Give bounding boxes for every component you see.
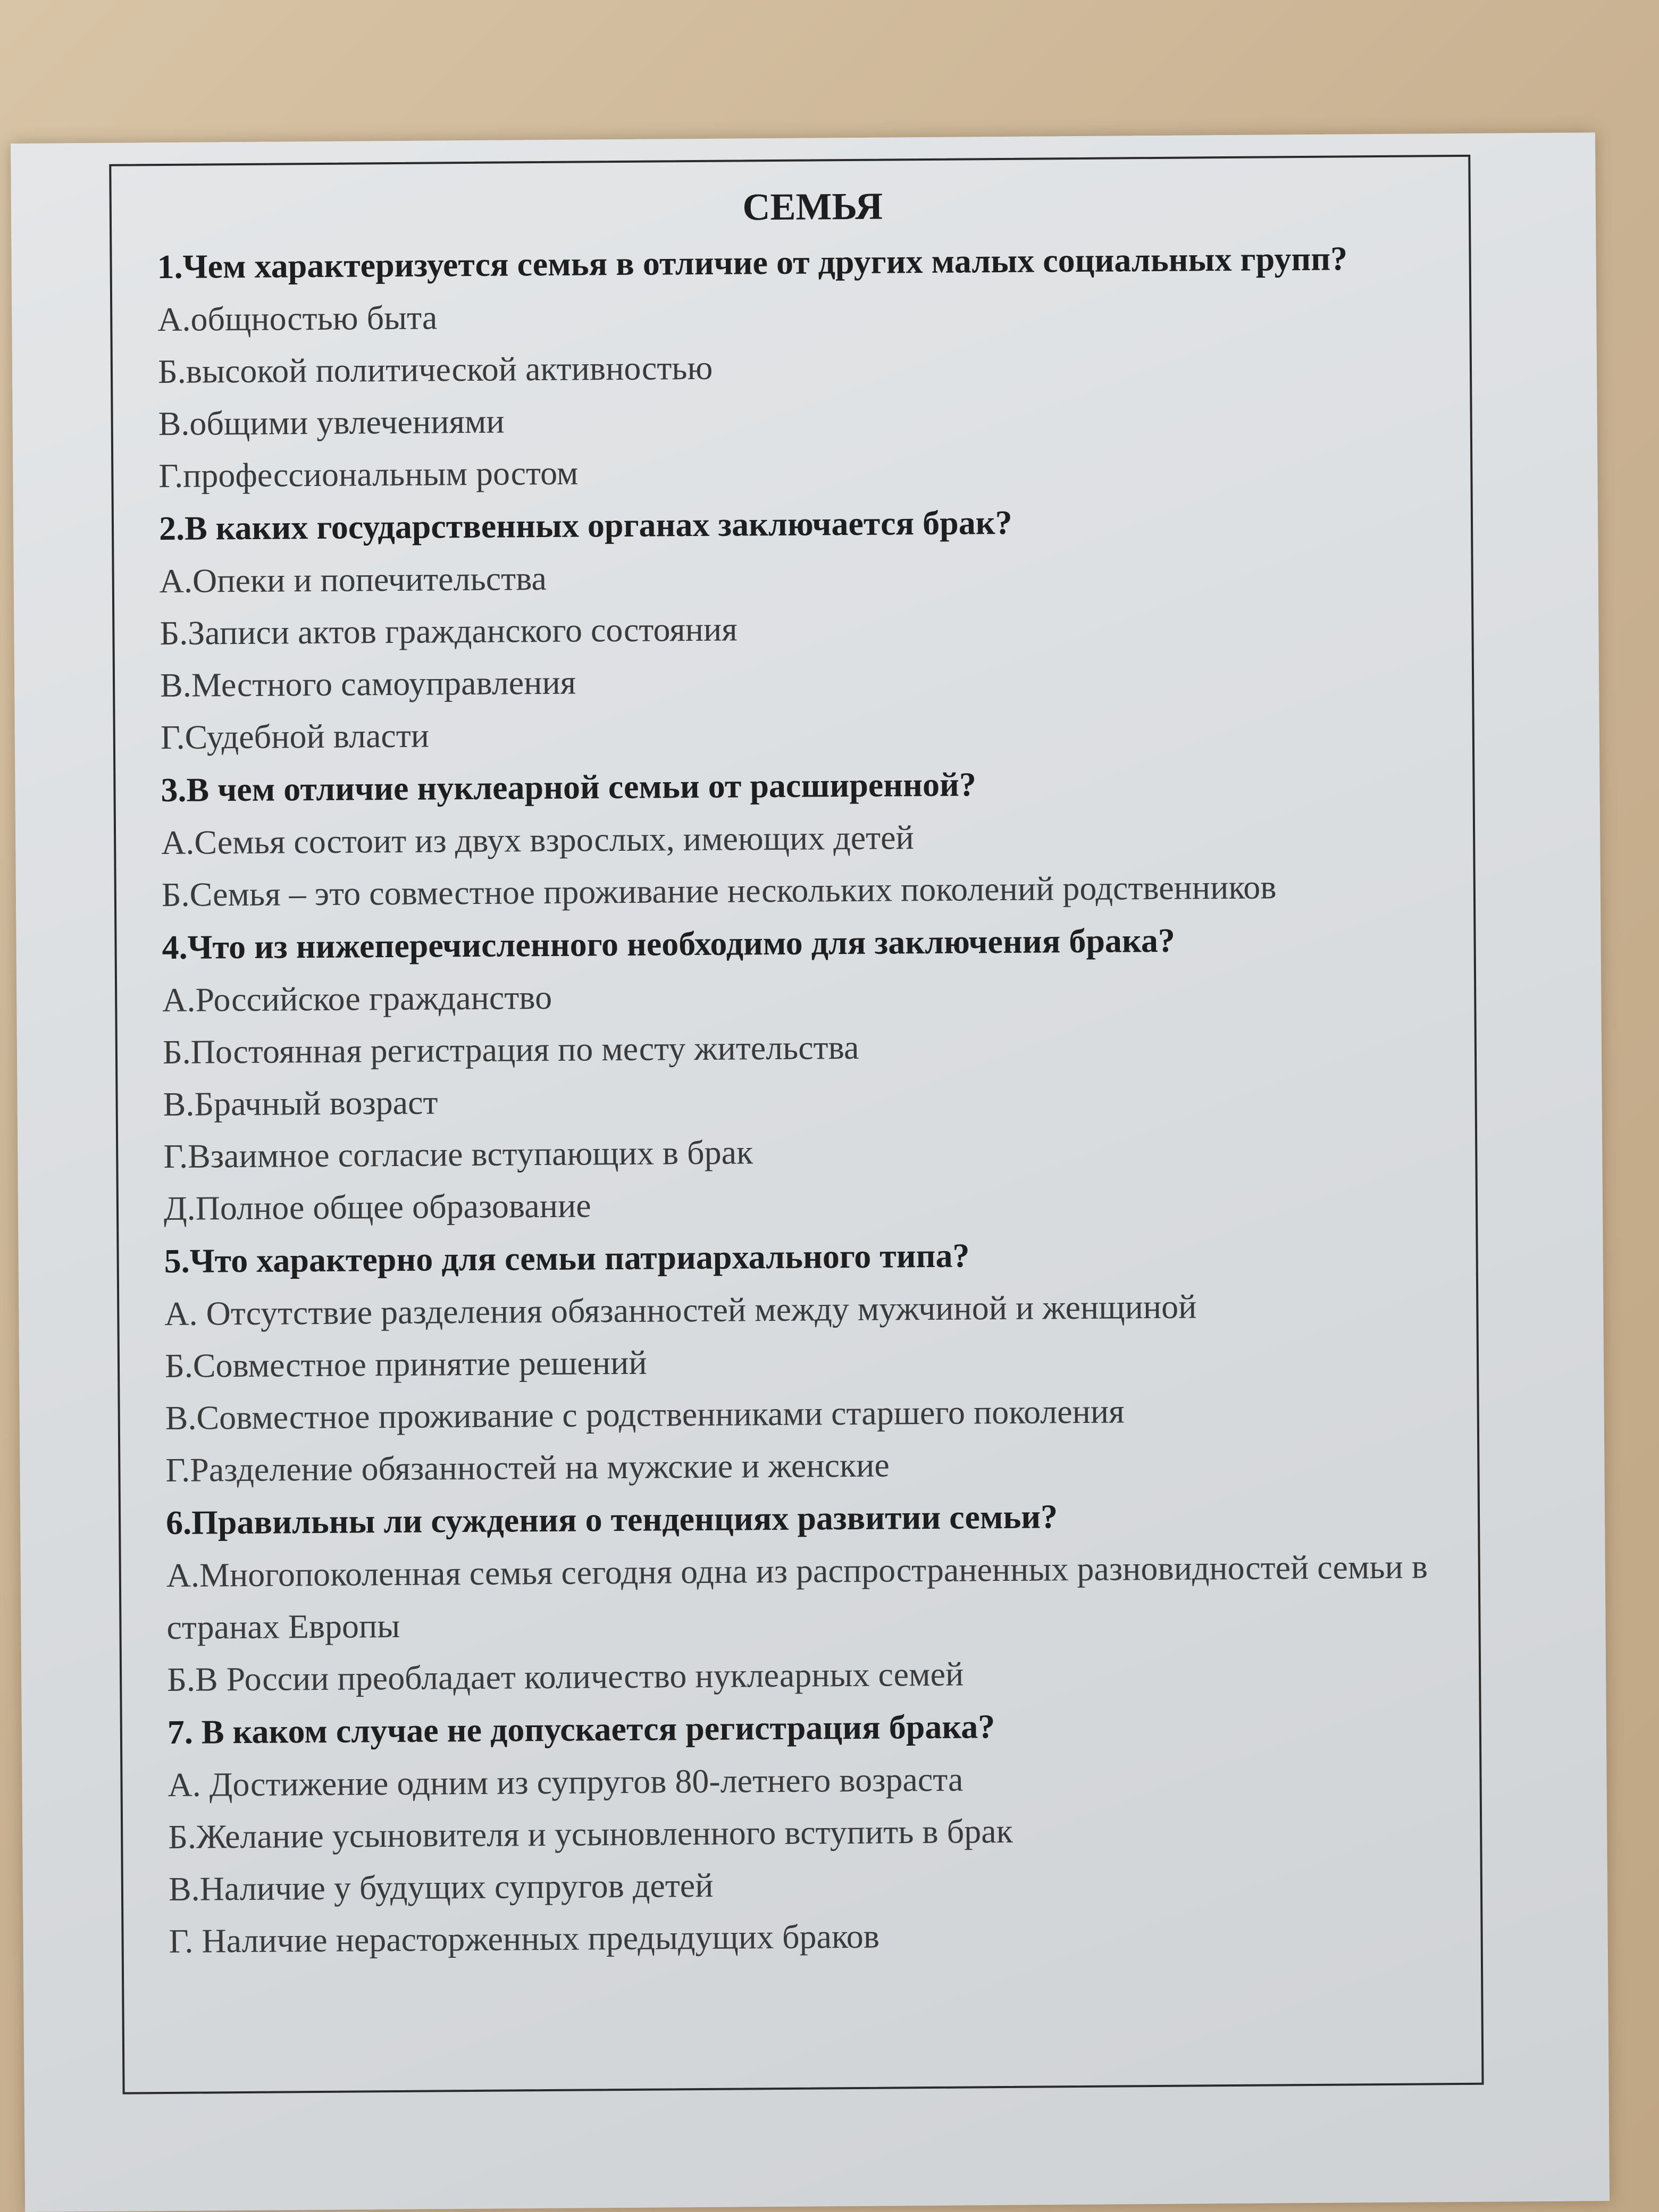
question-4 [162, 912, 1444, 1235]
question-3 [161, 755, 1442, 921]
answer-option: Г.Взаимное согласие вступающих в брак [163, 1133, 753, 1176]
answer-option: Г.Разделение обязанностей на мужские и женские [165, 1446, 890, 1489]
answer-option: Б.Постоянная регистрация по месту жительства [162, 1028, 859, 1071]
question-heading: 5.Что характерно для семьи патриархального типа? [164, 1236, 970, 1280]
answer-option: В.общими увлечениями [158, 402, 505, 443]
answer-option: Б.Записи актов гражданского состояния [160, 610, 738, 652]
question-7 [167, 1697, 1449, 1967]
answer-option: А.Российское гражданство [162, 978, 552, 1019]
answer-option: В.Совместное проживание с родственниками старшего поколения [165, 1392, 1125, 1437]
answer-option: Б.Семья – это совместное проживание нескольких поколений родственников [161, 868, 1277, 914]
question-heading: 6.Правильны ли суждения о тенденциях развитии семьи? [165, 1497, 1058, 1542]
question-1 [157, 231, 1438, 502]
answer-option: А.Многопоколенная семья сегодня одна из распространенных разновидностей семьи в странах Европы [166, 1547, 1428, 1647]
paper-sheet [11, 132, 1610, 2212]
answer-option: В.Брачный возраст [163, 1083, 438, 1124]
answer-option: Б.высокой политической активностью [157, 348, 713, 391]
answer-option: Б.Желание усыновителя и усыновленного вступить в брак [167, 1812, 1013, 1856]
question-heading: 7. В каком случае не допускается регистрация брака? [167, 1707, 995, 1752]
answer-option: А. Достижение одним из супругов 80-летнего возраста [167, 1760, 963, 1804]
answer-option: Д.Полное общее образование [163, 1186, 591, 1228]
answer-option: В.Наличие у будущих супругов детей [168, 1866, 714, 1908]
question-heading: 4.Что из нижеперечисленного необходимо для заключения брака? [162, 921, 1176, 967]
answer-option: Г.профессиональным ростом [158, 454, 579, 495]
answer-option: А.общностью быта [157, 298, 438, 339]
answer-option: Г.Судебной власти [160, 716, 430, 757]
question-heading: 1.Чем характеризуется семья в отличие от других малых социальных групп? [157, 239, 1348, 286]
answer-option: А.Опеки и попечительства [159, 559, 547, 600]
answer-option: В.Местного самоуправления [160, 663, 576, 705]
question-heading: 3.В чем отличие нуклеарной семьи от расширенной? [161, 765, 977, 809]
question-5 [164, 1226, 1445, 1496]
answer-option: А.Семья состоит из двух взрослых, имеющих детей [161, 818, 915, 862]
answer-option: Г. Наличие нерасторженных предыдущих браков [169, 1917, 880, 1960]
document-title: СЕМЬЯ [742, 185, 883, 229]
question-6 [166, 1487, 1447, 1706]
question-heading: 2.В каких государственных органах заключается брак? [158, 503, 1012, 548]
answer-option: А. Отсутствие разделения обязанностей между мужчиной и женщиной [164, 1287, 1197, 1333]
question-2 [159, 493, 1440, 764]
answer-option: Б.В России преобладает количество нуклеарных семей [166, 1655, 964, 1699]
answer-option: Б.Совместное принятие решений [164, 1343, 647, 1385]
document-frame [109, 155, 1484, 2094]
